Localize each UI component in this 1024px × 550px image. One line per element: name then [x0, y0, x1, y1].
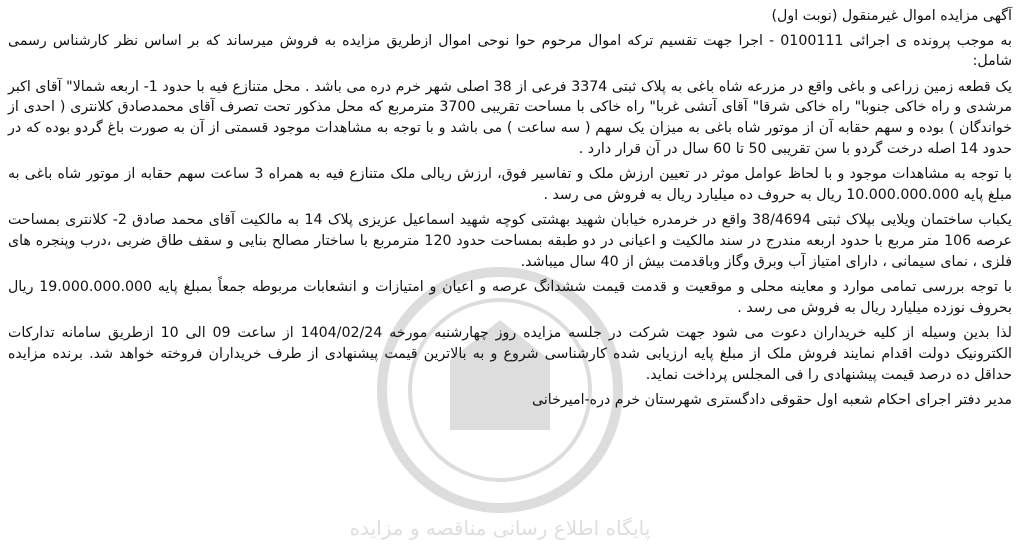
item-1-description: یک قطعه زمین زراعی و باغی واقع در مزرعه شاه باغی به پلاک ثبتی 3374 فرعی از 38 اصلی شهر خرم دره می باشد . محل متنازع فیه با حدود 1- اربعه شمالا" آقای اکبر مرشدی و راه خاکی جنوبا" راه خاکی شرقا" آقای آتشی غربا" راه خاکی با مساحت تقریبی 3700 مترمربع که محل مذکور تحت تصرف آقای محمدصادق کلانتری ( احدی از خواندگان ) بوده و سهم حقابه آن از موتور شاه باغی به میزان یک سهم ( سه ساعت ) می باشد و با توجه به مشاهدات موجود قسمتی از آن به صورت باغ گردو بوده که در حدود 14 اصله درخت گردو با سن تقریبی 50 تا 60 سال در آن قرار دارد . [8, 78, 1012, 157]
notice-intro: به موجب پرونده ی اجرائی 0100111 - اجرا جهت تقسیم ترکه اموال مرحوم حوا نوحی اموال ازطریق مزایده به فروش میرساند که بر اساس نظر کارشناس رسمی شامل: [8, 32, 1012, 70]
watermark-text: پایگاه اطلاع رسانی مناقصه و مزایده [349, 516, 651, 540]
item-2-valuation: با توجه بررسی تمامی موارد و معاینه محلی و موقعیت و قدمت قیمت ششدانگ عرصه و اعیان و امتیازات و انشعابات مربوطه جمعاً بمبلغ پایه 19.000.000.000 ریال بحروف نوزده میلیارد ریال به فروش می رسد . [8, 279, 1012, 316]
auction-notice [8, 6, 1012, 542]
notice-title: آگهی مزایده اموال غیرمنقول (نوبت اول) [771, 8, 1012, 24]
item-1-valuation: با توجه به مشاهدات موجود و با لحاظ عوامل موثر در تعیین ارزش ملک و تفاسیر فوق، ارزش ریالی ملک متنازع فیه به همراه 3 ساعت سهم حقابه از موتور شاه باغی به مبلغ پایه 10.000.000.000 ریال به حروف ده میلیارد ریال به فروش می رسد . [8, 166, 1012, 203]
auction-terms: لذا بدین وسیله از کلیه خریداران دعوت می شود جهت شرکت در جلسه مزایده روز چهارشنبه مورخه 1404/02/24 از ساعت 09 الی 10 ازطریق سامانه تدارکات الکترونیک دولت اقدام نمایند فروش ملک از مبلغ پایه ارزیابی شده کارشناسی شروع و به بالاترین قیمت پیشنهادی از طرف خریداران فروخته خواهد شد. برنده مزایده حداقل ده درصد قیمت پیشنهادی را فی المجلس پرداخت نماید. [8, 325, 1012, 383]
item-2-description: یکباب ساختمان ویلایی بپلاک ثبتی 38/4694 واقع در خرمدره خیابان شهید بهشتی کوچه شهید اسماعیل عزیزی پلاک 14 به مالکیت آقای محمد صادق 2- کلانتری بمساحت عرصه 106 متر مربع با حدود اربعه مندرج در سند مالکیت و اعیانی در دو طبقه بمساحت حدود 120 مترمربع با ساختار مصالح بنایی و سقف طاق ضربی ،درب وپنجره های فلزی ، نمای سیمانی ، دارای امتیاز آب وبرق وگاز وباقدمت بیش از 40 سال میباشد. [8, 212, 1012, 270]
signature-line: مدیر دفتر اجرای احکام شعبه اول حقوقی دادگستری شهرستان خرم دره-امیرخانی [532, 392, 1012, 409]
